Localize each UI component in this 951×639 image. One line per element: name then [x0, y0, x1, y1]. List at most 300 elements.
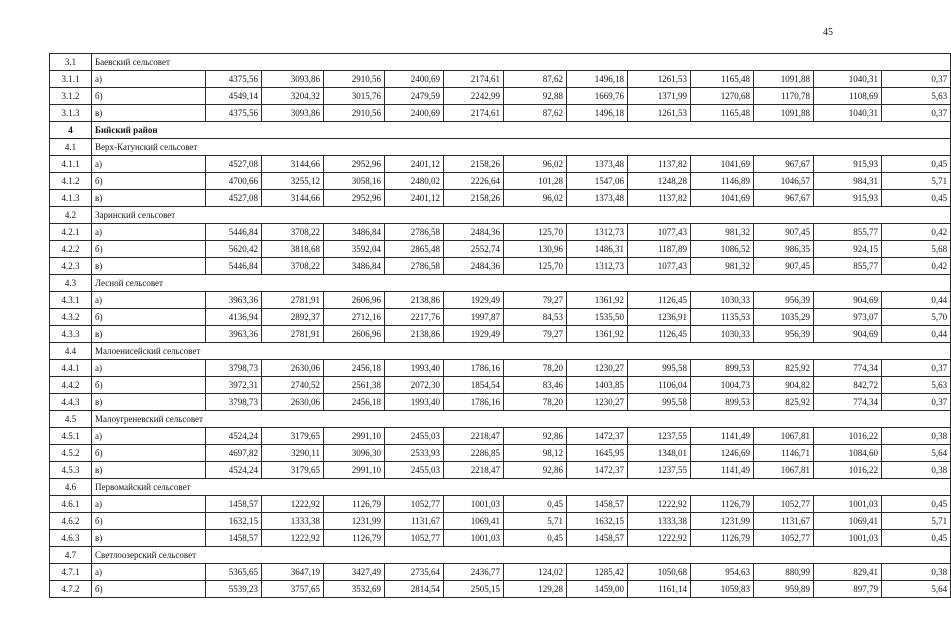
row-code: 4.3.3 [50, 326, 92, 343]
value-cell: 1222,92 [628, 496, 691, 513]
value-cell: 3096,30 [324, 445, 385, 462]
value-cell: 1086,52 [691, 241, 754, 258]
value-cell: 3093,86 [262, 71, 324, 88]
value-cell: 3486,84 [324, 258, 385, 275]
table-row [50, 224, 951, 241]
value-cell: 897,79 [814, 581, 882, 598]
value-cell: 1126,79 [691, 496, 754, 513]
value-cell: 3757,65 [262, 581, 324, 598]
value-cell: 79,27 [504, 292, 567, 309]
value-cell: 2910,56 [324, 71, 385, 88]
table-row [50, 156, 951, 173]
value-cell: 3818,68 [262, 241, 324, 258]
value-cell: 1040,31 [814, 105, 882, 122]
table-row [50, 326, 951, 343]
value-cell: 956,39 [754, 326, 814, 343]
value-cell: 2286,85 [444, 445, 504, 462]
value-cell: 5,71 [882, 173, 951, 190]
row-label: а) [92, 496, 206, 513]
value-cell: 1030,33 [691, 292, 754, 309]
value-cell: 1547,06 [567, 173, 628, 190]
row-label: б) [92, 581, 206, 598]
value-cell: 125,70 [504, 258, 567, 275]
value-cell: 0,37 [882, 394, 951, 411]
value-cell: 87,62 [504, 71, 567, 88]
value-cell: 825,92 [754, 394, 814, 411]
value-cell: 1496,18 [567, 71, 628, 88]
table-row [50, 360, 951, 377]
value-cell: 1126,79 [324, 530, 385, 547]
row-label: а) [92, 224, 206, 241]
value-cell: 1016,22 [814, 428, 882, 445]
value-cell: 1231,99 [691, 513, 754, 530]
value-cell: 1486,31 [567, 241, 628, 258]
value-cell: 3798,73 [206, 394, 262, 411]
value-cell: 3179,65 [262, 462, 324, 479]
value-cell: 2781,91 [262, 326, 324, 343]
district-title: Бийский район [92, 122, 951, 139]
value-cell: 0,45 [882, 190, 951, 207]
value-cell: 84,53 [504, 309, 567, 326]
tariff-table [49, 53, 951, 598]
value-cell: 3972,31 [206, 377, 262, 394]
table-row [50, 241, 951, 258]
value-cell: 1131,67 [754, 513, 814, 530]
row-label: в) [92, 190, 206, 207]
value-cell: 4549,14 [206, 88, 262, 105]
value-cell: 1312,73 [567, 224, 628, 241]
value-cell: 3144,66 [262, 190, 324, 207]
value-cell: 1001,03 [814, 530, 882, 547]
value-cell: 984,31 [814, 173, 882, 190]
value-cell: 2226,64 [444, 173, 504, 190]
value-cell: 855,77 [814, 224, 882, 241]
value-cell: 0,45 [882, 530, 951, 547]
value-cell: 959,89 [754, 581, 814, 598]
value-cell: 1126,45 [628, 292, 691, 309]
value-cell: 774,34 [814, 394, 882, 411]
table-row [50, 462, 951, 479]
row-code: 4.6.1 [50, 496, 92, 513]
value-cell: 1361,92 [567, 326, 628, 343]
value-cell: 0,37 [882, 360, 951, 377]
table-row [50, 377, 951, 394]
value-cell: 1077,43 [628, 258, 691, 275]
value-cell: 1312,73 [567, 258, 628, 275]
value-cell: 0,45 [882, 496, 951, 513]
row-code: 4.6.2 [50, 513, 92, 530]
value-cell: 2479,59 [385, 88, 444, 105]
value-cell: 1050,68 [628, 564, 691, 581]
value-cell: 2484,36 [444, 224, 504, 241]
row-label: б) [92, 513, 206, 530]
value-cell: 2455,03 [385, 462, 444, 479]
value-cell: 1106,04 [628, 377, 691, 394]
row-code: 3.1.2 [50, 88, 92, 105]
value-cell: 825,92 [754, 360, 814, 377]
row-label: б) [92, 445, 206, 462]
value-cell: 2400,69 [385, 105, 444, 122]
value-cell: 5,70 [882, 309, 951, 326]
value-cell: 1040,31 [814, 71, 882, 88]
value-cell: 2991,10 [324, 462, 385, 479]
value-cell: 1052,77 [385, 530, 444, 547]
value-cell: 2735,64 [385, 564, 444, 581]
value-cell: 1458,57 [206, 530, 262, 547]
row-label: в) [92, 258, 206, 275]
value-cell: 4136,94 [206, 309, 262, 326]
value-cell: 1472,37 [567, 462, 628, 479]
value-cell: 4375,56 [206, 105, 262, 122]
value-cell: 3963,36 [206, 326, 262, 343]
value-cell: 915,93 [814, 156, 882, 173]
value-cell: 5,63 [882, 88, 951, 105]
row-label: б) [92, 241, 206, 258]
value-cell: 5,68 [882, 241, 951, 258]
row-label: в) [92, 326, 206, 343]
value-cell: 1854,54 [444, 377, 504, 394]
value-cell: 1041,69 [691, 156, 754, 173]
value-cell: 1373,48 [567, 190, 628, 207]
value-cell: 1222,92 [262, 530, 324, 547]
value-cell: 5,64 [882, 581, 951, 598]
table-row [50, 428, 951, 445]
section-header-row [50, 54, 951, 71]
value-cell: 1077,43 [628, 224, 691, 241]
section-title: Верх-Катунский сельсовет [92, 139, 951, 156]
value-cell: 1348,01 [628, 445, 691, 462]
value-cell: 1285,42 [567, 564, 628, 581]
row-label: б) [92, 377, 206, 394]
value-cell: 981,32 [691, 224, 754, 241]
value-cell: 2456,18 [324, 394, 385, 411]
value-cell: 1632,15 [206, 513, 262, 530]
value-cell: 1016,22 [814, 462, 882, 479]
value-cell: 1131,67 [385, 513, 444, 530]
value-cell: 4527,08 [206, 190, 262, 207]
section-title: Первомайский сельсовет [92, 479, 951, 496]
section-header-row [50, 547, 951, 564]
page-number: 45 [823, 27, 833, 38]
value-cell: 967,67 [754, 156, 814, 173]
section-title: Светлоозерский сельсовет [92, 547, 951, 564]
table-row [50, 581, 951, 598]
value-cell: 973,07 [814, 309, 882, 326]
value-cell: 3427,49 [324, 564, 385, 581]
value-cell: 2952,96 [324, 156, 385, 173]
row-label: б) [92, 173, 206, 190]
value-cell: 125,70 [504, 224, 567, 241]
value-cell: 1137,82 [628, 190, 691, 207]
value-cell: 1108,69 [814, 88, 882, 105]
value-cell: 1141,49 [691, 462, 754, 479]
value-cell: 1126,79 [324, 496, 385, 513]
value-cell: 1458,57 [567, 496, 628, 513]
value-cell: 3058,16 [324, 173, 385, 190]
value-cell: 5,71 [882, 513, 951, 530]
value-cell: 2484,36 [444, 258, 504, 275]
value-cell: 0,37 [882, 71, 951, 88]
section-title: Лесной сельсовет [92, 275, 951, 292]
value-cell: 829,41 [814, 564, 882, 581]
value-cell: 904,69 [814, 326, 882, 343]
value-cell: 2630,06 [262, 394, 324, 411]
value-cell: 1187,89 [628, 241, 691, 258]
row-code: 4.2 [50, 207, 92, 224]
value-cell: 2786,58 [385, 258, 444, 275]
value-cell: 1361,92 [567, 292, 628, 309]
value-cell: 2401,12 [385, 156, 444, 173]
row-label: а) [92, 564, 206, 581]
value-cell: 2072,30 [385, 377, 444, 394]
row-label: б) [92, 309, 206, 326]
row-code: 4 [50, 122, 92, 139]
value-cell: 5,71 [504, 513, 567, 530]
value-cell: 0,38 [882, 462, 951, 479]
value-cell: 1632,15 [567, 513, 628, 530]
value-cell: 4697,82 [206, 445, 262, 462]
value-cell: 1222,92 [628, 530, 691, 547]
value-cell: 995,58 [628, 394, 691, 411]
value-cell: 3486,84 [324, 224, 385, 241]
value-cell: 0,45 [882, 156, 951, 173]
value-cell: 1333,38 [262, 513, 324, 530]
table-row [50, 496, 951, 513]
value-cell: 1230,27 [567, 394, 628, 411]
value-cell: 954,63 [691, 564, 754, 581]
row-label: в) [92, 530, 206, 547]
value-cell: 101,28 [504, 173, 567, 190]
row-code: 4.6 [50, 479, 92, 496]
value-cell: 2630,06 [262, 360, 324, 377]
value-cell: 0,44 [882, 326, 951, 343]
value-cell: 2505,15 [444, 581, 504, 598]
row-label: а) [92, 292, 206, 309]
value-cell: 1458,57 [567, 530, 628, 547]
value-cell: 1333,38 [628, 513, 691, 530]
row-code: 4.2.2 [50, 241, 92, 258]
section-header-row [50, 411, 951, 428]
row-code: 4.7 [50, 547, 92, 564]
value-cell: 1141,49 [691, 428, 754, 445]
value-cell: 3963,36 [206, 292, 262, 309]
value-cell: 1165,48 [691, 105, 754, 122]
value-cell: 2217,76 [385, 309, 444, 326]
table-row [50, 190, 951, 207]
value-cell: 907,45 [754, 224, 814, 241]
value-cell: 1137,82 [628, 156, 691, 173]
district-header-row [50, 122, 951, 139]
value-cell: 4527,08 [206, 156, 262, 173]
value-cell: 2561,38 [324, 377, 385, 394]
row-code: 4.5.3 [50, 462, 92, 479]
section-title: Заринский сельсовет [92, 207, 951, 224]
value-cell: 1052,77 [754, 496, 814, 513]
value-cell: 1091,88 [754, 105, 814, 122]
row-label: в) [92, 105, 206, 122]
value-cell: 78,20 [504, 394, 567, 411]
value-cell: 92,86 [504, 462, 567, 479]
value-cell: 5365,65 [206, 564, 262, 581]
value-cell: 1135,53 [691, 309, 754, 326]
value-cell: 1069,41 [444, 513, 504, 530]
table-row [50, 513, 951, 530]
value-cell: 78,20 [504, 360, 567, 377]
value-cell: 1001,03 [444, 496, 504, 513]
value-cell: 92,88 [504, 88, 567, 105]
value-cell: 2174,61 [444, 71, 504, 88]
value-cell: 1030,33 [691, 326, 754, 343]
value-cell: 1052,77 [385, 496, 444, 513]
value-cell: 981,32 [691, 258, 754, 275]
value-cell: 1067,81 [754, 428, 814, 445]
value-cell: 2552,74 [444, 241, 504, 258]
value-cell: 904,82 [754, 377, 814, 394]
value-cell: 907,45 [754, 258, 814, 275]
value-cell: 1246,69 [691, 445, 754, 462]
value-cell: 1001,03 [814, 496, 882, 513]
value-cell: 2865,48 [385, 241, 444, 258]
row-label: в) [92, 462, 206, 479]
table-row [50, 564, 951, 581]
value-cell: 3144,66 [262, 156, 324, 173]
value-cell: 1535,50 [567, 309, 628, 326]
value-cell: 1993,40 [385, 394, 444, 411]
value-cell: 842,72 [814, 377, 882, 394]
value-cell: 3592,04 [324, 241, 385, 258]
table-row [50, 530, 951, 547]
row-label: а) [92, 360, 206, 377]
table-row [50, 292, 951, 309]
value-cell: 1248,28 [628, 173, 691, 190]
table-row [50, 258, 951, 275]
section-header-row [50, 139, 951, 156]
value-cell: 2781,91 [262, 292, 324, 309]
value-cell: 986,35 [754, 241, 814, 258]
value-cell: 2712,16 [324, 309, 385, 326]
value-cell: 0,45 [504, 496, 567, 513]
value-cell: 5446,84 [206, 258, 262, 275]
value-cell: 3179,65 [262, 428, 324, 445]
value-cell: 3708,22 [262, 258, 324, 275]
value-cell: 2740,52 [262, 377, 324, 394]
row-code: 4.7.2 [50, 581, 92, 598]
value-cell: 1929,49 [444, 292, 504, 309]
row-code: 4.3.1 [50, 292, 92, 309]
value-cell: 1165,48 [691, 71, 754, 88]
value-cell: 3290,11 [262, 445, 324, 462]
value-cell: 2436,77 [444, 564, 504, 581]
value-cell: 1261,53 [628, 105, 691, 122]
value-cell: 2218,47 [444, 462, 504, 479]
value-cell: 4700,66 [206, 173, 262, 190]
value-cell: 1161,14 [628, 581, 691, 598]
value-cell: 1496,18 [567, 105, 628, 122]
table-row [50, 88, 951, 105]
value-cell: 1237,55 [628, 462, 691, 479]
value-cell: 1993,40 [385, 360, 444, 377]
row-code: 4.3.2 [50, 309, 92, 326]
value-cell: 2455,03 [385, 428, 444, 445]
row-code: 4.4.1 [50, 360, 92, 377]
value-cell: 880,99 [754, 564, 814, 581]
value-cell: 0,37 [882, 105, 951, 122]
value-cell: 83,46 [504, 377, 567, 394]
value-cell: 1222,92 [262, 496, 324, 513]
value-cell: 904,69 [814, 292, 882, 309]
section-header-row [50, 275, 951, 292]
value-cell: 1236,91 [628, 309, 691, 326]
value-cell: 96,02 [504, 190, 567, 207]
value-cell: 3532,69 [324, 581, 385, 598]
value-cell: 1403,85 [567, 377, 628, 394]
value-cell: 1261,53 [628, 71, 691, 88]
value-cell: 0,42 [882, 258, 951, 275]
row-code: 4.4 [50, 343, 92, 360]
value-cell: 1067,81 [754, 462, 814, 479]
row-label: а) [92, 71, 206, 88]
table-body [50, 54, 951, 598]
value-cell: 0,45 [504, 530, 567, 547]
value-cell: 2138,86 [385, 326, 444, 343]
value-cell: 3204,32 [262, 88, 324, 105]
value-cell: 1373,48 [567, 156, 628, 173]
table-row [50, 105, 951, 122]
value-cell: 5539,23 [206, 581, 262, 598]
value-cell: 967,67 [754, 190, 814, 207]
value-cell: 2242,99 [444, 88, 504, 105]
section-title: Малоенисейский сельсовет [92, 343, 951, 360]
section-header-row [50, 343, 951, 360]
value-cell: 2606,96 [324, 292, 385, 309]
row-code: 4.2.3 [50, 258, 92, 275]
value-cell: 1645,95 [567, 445, 628, 462]
value-cell: 1472,37 [567, 428, 628, 445]
value-cell: 2401,12 [385, 190, 444, 207]
value-cell: 1126,79 [691, 530, 754, 547]
row-code: 4.1 [50, 139, 92, 156]
row-code: 3.1 [50, 54, 92, 71]
value-cell: 1929,49 [444, 326, 504, 343]
value-cell: 0,38 [882, 564, 951, 581]
table-row [50, 394, 951, 411]
value-cell: 4375,56 [206, 71, 262, 88]
value-cell: 1997,87 [444, 309, 504, 326]
value-cell: 5,64 [882, 445, 951, 462]
value-cell: 855,77 [814, 258, 882, 275]
row-code: 3.1.1 [50, 71, 92, 88]
value-cell: 2174,61 [444, 105, 504, 122]
value-cell: 4524,24 [206, 462, 262, 479]
value-cell: 1059,83 [691, 581, 754, 598]
value-cell: 995,58 [628, 360, 691, 377]
value-cell: 5446,84 [206, 224, 262, 241]
value-cell: 956,39 [754, 292, 814, 309]
value-cell: 1237,55 [628, 428, 691, 445]
value-cell: 4524,24 [206, 428, 262, 445]
value-cell: 96,02 [504, 156, 567, 173]
value-cell: 1170,78 [754, 88, 814, 105]
row-code: 4.2.1 [50, 224, 92, 241]
value-cell: 2786,58 [385, 224, 444, 241]
value-cell: 1231,99 [324, 513, 385, 530]
value-cell: 2892,37 [262, 309, 324, 326]
value-cell: 1459,00 [567, 581, 628, 598]
value-cell: 1270,68 [691, 88, 754, 105]
row-code: 4.4.3 [50, 394, 92, 411]
value-cell: 0,38 [882, 428, 951, 445]
value-cell: 3015,76 [324, 88, 385, 105]
